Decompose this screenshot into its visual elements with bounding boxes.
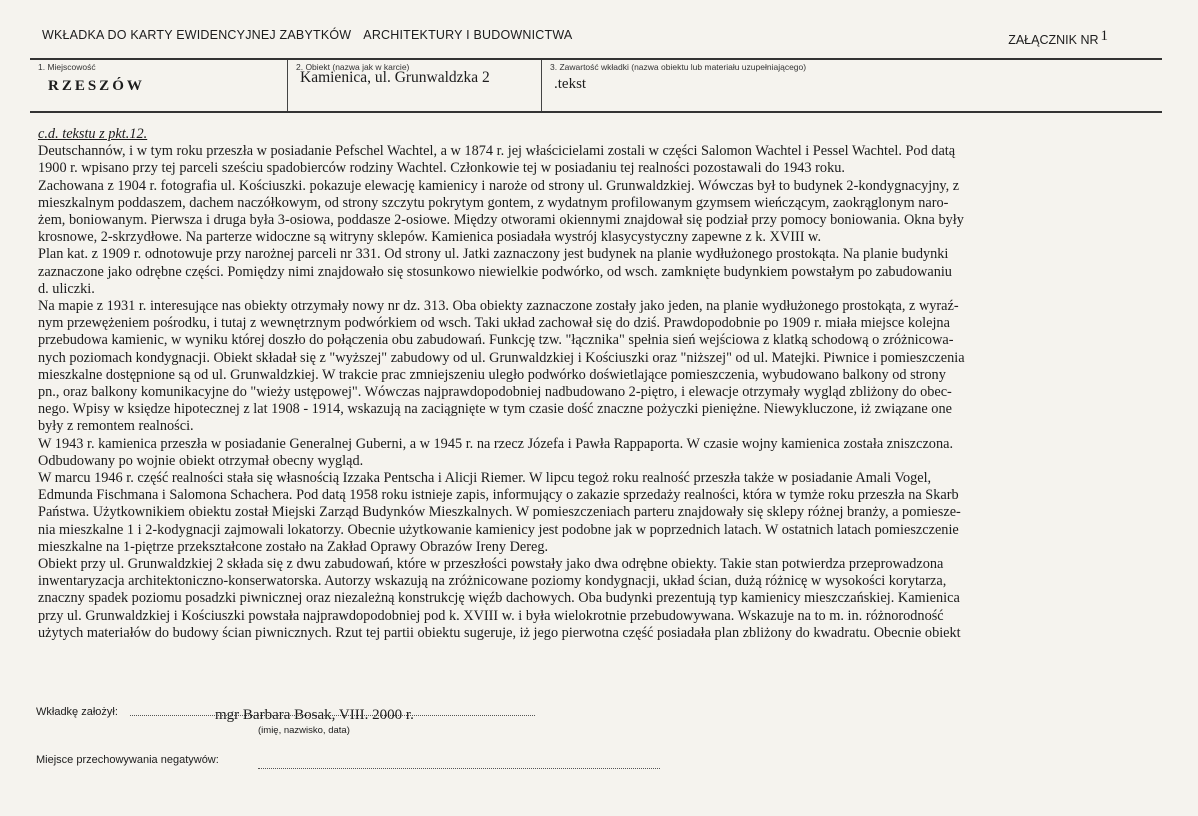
body-line: Odbudowany po wojnie obiekt otrzymał obecny wygląd. <box>38 452 364 469</box>
body-line: były z remontem realności. <box>38 418 194 435</box>
header-rule-bottom <box>30 111 1162 113</box>
body-line: Obiekt przy ul. Grunwaldzkiej 2 składa się z dwu zabudowań, które w przeszłości powstały jako dwa odrębne obiekty. Takie stan potwierdza przeprowadzona <box>38 556 944 573</box>
body-line: Edmunda Fischmana i Salomona Schachera. Pod datą 1958 roku istnieje zapis, informujący o zakazie sprzedaży realności, która w tymże roku przeszła na Skarb <box>38 487 959 504</box>
body-text <box>38 126 1110 642</box>
body-line: Zachowana z 1904 r. fotografia ul. Kościuszki. pokazuje elewację kamienicy i naroże od strony ul. Grunwaldzkiej. Wówczas był to budynek 2-kondygnacyjny, z <box>38 177 960 194</box>
body-line: przebudowa kamienic, w wyniku której doszło do połączenia obu zabudowań. Funkcję tzw. "łącznika" spełnia sień wejściowa z klatką schodową o zróżnicowa- <box>38 332 954 349</box>
form-header <box>42 28 572 42</box>
body-line: pn., oraz balkony komunikacyjne do "wieży ustępowej". Wówczas najprawdopodobniej nadbudowano 2-piętro, i elewacje otrzymały wygląd zbliżony do obec- <box>38 384 952 401</box>
continuation-heading: c.d. tekstu z pkt.12. <box>38 126 148 142</box>
compiled-by-label: Wkładkę założył: <box>36 706 118 718</box>
annex-label-text: ZAŁĄCZNIK NR <box>1008 33 1099 47</box>
place-value: RZESZÓW <box>48 78 145 94</box>
negatives-label: Miejsce przechowywania negatywów: <box>36 754 219 766</box>
body-line: krosnowe, 2-skrzydłowe. Na parterze widoczne są witryny sklepów. Kamienica posiadała wystrój klasycystyczny zapewne z k. XVIII w. <box>38 229 822 246</box>
object-caption: 2. Obiekt (nazwa jak w karcie) <box>296 62 410 72</box>
field-object <box>287 60 540 111</box>
annex-label <box>1008 28 1108 47</box>
place-caption: 1. Miejscowość <box>38 62 96 72</box>
body-line: mieszkalnym poddaszem, dachem naczółkowym, od strony szczytu pokrytym gontem, z wydatnym profilowanym gzymsem wieńczącym, zaokrąglonym naro- <box>38 194 949 211</box>
body-line: mieszkalne dostępnione są od ul. Grunwaldzkiej. W trakcie prac zmniejszeniu uległo podwórko doświetlające pomieszczenia, wybudowano balkony od strony <box>38 366 946 383</box>
field-content <box>541 60 1162 111</box>
content-caption: 3. Zawartość wkładki (nazwa obiektu lub materiału uzupełniającego) <box>550 62 807 72</box>
negatives-dotted-line <box>258 768 660 769</box>
body-line: W marcu 1946 r. część realności stała się własnością Izzaka Pentscha i Alicji Riemer. W lipcu tegoż roku realność przeszła także w posiadanie Amali Vogel, <box>38 470 932 487</box>
annex-number: 1 <box>1100 28 1108 44</box>
body-line: przy ul. Grunwaldzkiej i Kościuszki powstała najprawdopodobniej pod k. XVIII w. i była wielokrotnie przebudowywana. Wskazuje na to m. in. różnorodność <box>38 607 944 624</box>
body-line: nych poziomach kondygnacji. Obiekt składał się z "wyższej" zabudowy od ul. Grunwaldzkiej i Kościuszki oraz "niższej" od ul. Matejki. Piwnice i pomieszczenia <box>38 349 965 366</box>
body-line: znaczny spadek poziomu posadzki piwnicznej oraz niezależną konstrukcję więźb dachowych. Oba budynki prezentują typ kamienicy mieszczańskiej. Kamienica <box>38 590 960 607</box>
body-line: Plan kat. z 1909 r. odnotowuje przy narożnej parceli nr 331. Od strony ul. Jatki zaznaczony jest budynek na planie wydłużonego prostokąta. Na planie budynki <box>38 246 949 263</box>
compiled-by-caption: (imię, nazwisko, data) <box>258 725 350 736</box>
body-line: nia mieszkalne 1 i 2-kodygnacji zajmowali lokatorzy. Obecnie użytkowanie kamienicy jest podobne jak w poprzednich latach. W ostatnich latach pomieszczenie <box>38 521 959 538</box>
body-line: użytych materiałów do budowy ścian piwnicznych. Rzut tej partii obiektu sugeruje, iż jego pierwotna część posiadała plan zbliżony do kwadratu. Obecnie obiekt <box>38 624 961 641</box>
body-line: nym przewężeniem pośrodku, i tutaj z wewnętrznym podwórkiem od wsch. Taki układ zachował się do dziś. Prawdopodobnie po 1909 r. miała miejsce kolejna <box>38 315 950 332</box>
body-line: mieszkalne na 1-piętrze przekształcone zostało na Zakład Oprawy Obrazów Ireny Dereg. <box>38 538 549 555</box>
compiled-by-value: mgr Barbara Bosak, VIII. 2000 r. <box>215 707 414 723</box>
form-category: ARCHITEKTURY I BUDOWNICTWA <box>363 28 573 42</box>
body-line: nego. Wpisy w księdze hipotecznej z lat 1908 - 1914, wskazują na zaciągnięte w tym czasie dość znaczne pożyczki pieniężne. Niewykluczone, iż związane one <box>38 401 952 418</box>
body-line: Na mapie z 1931 r. interesujące nas obiekty otrzymały nowy nr dz. 313. Oba obiekty zaznaczone zostały jako jeden, na planie wydłużonego prostokąta, z wyraź- <box>38 298 959 315</box>
body-line: d. uliczki. <box>38 280 95 297</box>
body-line: 1900 r. wpisano przy tej parceli sześciu spadobierców rodziny Wachtel. Członkowie tej w posiadaniu tej realności pozostawali do 1943 roku. <box>38 160 845 177</box>
body-line: Deutschannów, i w tym roku przeszła w posiadanie Pefschel Wachtel, a w 1874 r. jej właścicielami zostali w części Salomon Wachtel i Pessel Wachtel. Pod datą <box>38 143 956 160</box>
body-line: W 1943 r. kamienica przeszła w posiadanie Generalnej Guberni, a w 1945 r. na rzecz Józefa i Pawła Rappaporta. W czasie wojny kamienica została zniszczona. <box>38 435 954 452</box>
body-line: żem, boniowanym. Pierwsza i druga była 3-osiowa, poddasze 2-osiowe. Między otworami okiennymi znajdował się podział przy pomocy boniowania. Okna były <box>38 212 964 229</box>
content-value: .tekst <box>554 76 587 92</box>
body-line: zaznaczone jako odrębne części. Pomiędzy nimi znajdowało się stosunkowo niewielkie podwórko, od wsch. zamknięte budynkiem powstałym po zabudowaniu <box>38 263 952 280</box>
body-line: inwentaryzacja architektoniczno-konserwatorska. Autorzy wskazują na zróżnicowane poziomy kondygnacji, układ ścian, dużą różnicę w wysokości korytarza, <box>38 573 947 590</box>
body-line: Państwa. Użytkownikiem obiektu został Miejski Zarząd Budynków Mieszkalnych. W pomieszczeniach parteru znajdowały się sklepy różnej branży, a pomiesze- <box>38 504 961 521</box>
field-place <box>30 60 285 111</box>
form-title: WKŁADKA DO KARTY EWIDENCYJNEJ ZABYTKÓW <box>42 28 352 42</box>
object-value: Kamienica, ul. Grunwaldzka 2 <box>300 69 490 86</box>
